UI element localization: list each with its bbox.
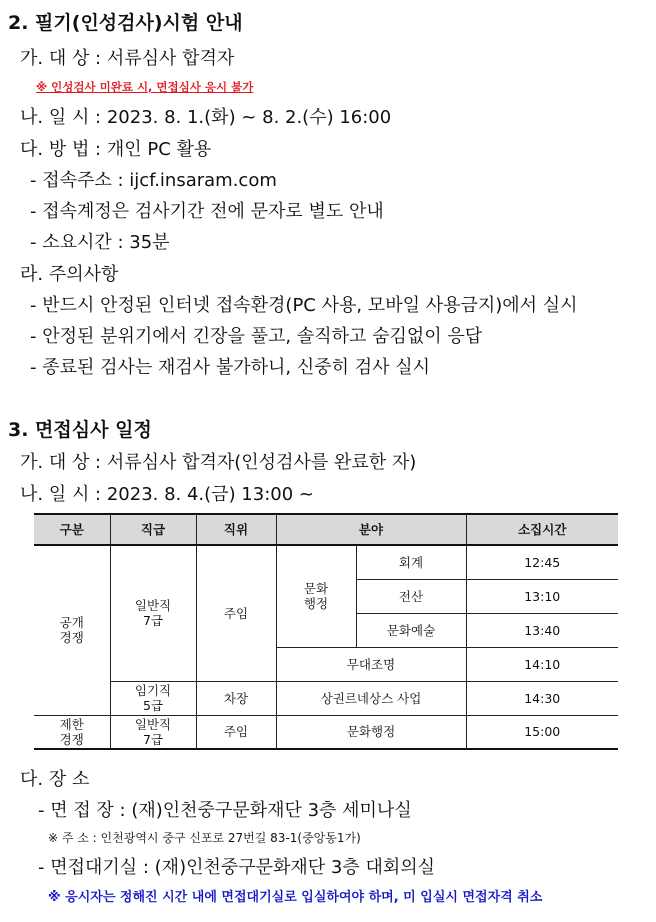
section3-title: 3. 면접심사 일정: [8, 419, 152, 441]
grade-general-7: 일반직 7급: [110, 545, 196, 681]
col-header-position: 직위: [196, 514, 276, 545]
section2-method: 다. 방 법 : 개인 PC 활용: [20, 139, 212, 160]
caution-item-retest: - 종료된 검사는 재검사 불가하니, 신중히 검사 실시: [30, 357, 431, 378]
venue-waiting-room: - 면접대기실 : (재)인천중구문화재단 3층 대회의실: [38, 857, 436, 878]
col-header-grade: 직급: [110, 514, 196, 545]
position-jumim-limited: 주임: [196, 715, 276, 749]
field-stage-lighting: 무대조명: [276, 647, 466, 681]
field-culture-admin: 문화 행정: [276, 545, 356, 647]
grade-general-7-limited: 일반직 7급: [110, 715, 196, 749]
method-item-duration: - 소요시간 : 35분: [30, 232, 170, 253]
subfield-culture-art: 문화예술: [356, 613, 466, 647]
caution-item-network: - 반드시 안정된 인터넷 접속환경(PC 사용, 모바일 사용금지)에서 실시: [30, 295, 578, 316]
subfield-computing: 전산: [356, 579, 466, 613]
section3-datetime: 나. 일 시 : 2023. 8. 4.(금) 13:00 ~: [20, 484, 314, 505]
caution-item-honest: - 안정된 분위기에서 긴장을 풀고, 솔직하고 숨김없이 응답: [30, 326, 483, 347]
venue-address: ※ 주 소 : 인천광역시 중구 신포로 27번길 83-1(중앙동1가): [48, 831, 361, 845]
time-accounting: 12:45: [466, 545, 618, 579]
final-notice: ※ 응시자는 정해진 시간 내에 면접대기실로 입실하여야 하며, 미 입실시 면접자격 취소: [48, 890, 543, 905]
time-computing: 13:10: [466, 579, 618, 613]
col-header-field: 분야: [276, 514, 466, 545]
time-stage-lighting: 14:10: [466, 647, 618, 681]
col-header-time: 소집시간: [466, 514, 618, 545]
category-open: 공개 경쟁: [34, 545, 110, 715]
position-jumim: 주임: [196, 545, 276, 681]
section2-warning-note: ※ 인성검사 미완료 시, 면접심사 응시 불가: [36, 80, 254, 94]
interview-schedule-table: [34, 513, 618, 750]
col-header-category: 구분: [34, 514, 110, 545]
venue-interview-room: - 면 접 장 : (재)인천중구문화재단 3층 세미나실: [38, 800, 412, 821]
subfield-accounting: 회계: [356, 545, 466, 579]
section2-title: 2. 필기(인성검사)시험 안내: [8, 12, 243, 34]
time-culture-admin-limited: 15:00: [466, 715, 618, 749]
section3-target: 가. 대 상 : 서류심사 합격자(인성검사를 완료한 자): [20, 452, 417, 473]
section2-datetime: 나. 일 시 : 2023. 8. 1.(화) ~ 8. 2.(수) 16:00: [20, 107, 392, 128]
section2-target: 가. 대 상 : 서류심사 합격자: [20, 48, 235, 69]
field-culture-admin-limited: 문화행정: [276, 715, 466, 749]
field-renaissance: 상권르네상스 사업: [276, 681, 466, 715]
category-limited: 제한 경쟁: [34, 715, 110, 749]
time-renaissance: 14:30: [466, 681, 618, 715]
section2-cautions: 라. 주의사항: [20, 264, 119, 285]
section3-venue: 다. 장 소: [20, 769, 90, 790]
method-item-url: - 접속주소 : ijcf.insaram.com: [30, 170, 277, 191]
position-chajang: 차장: [196, 681, 276, 715]
method-item-account: - 접속계정은 검사기간 전에 문자로 별도 안내: [30, 201, 384, 222]
time-culture-art: 13:40: [466, 613, 618, 647]
grade-fixed-term-5: 임기직 5급: [110, 681, 196, 715]
